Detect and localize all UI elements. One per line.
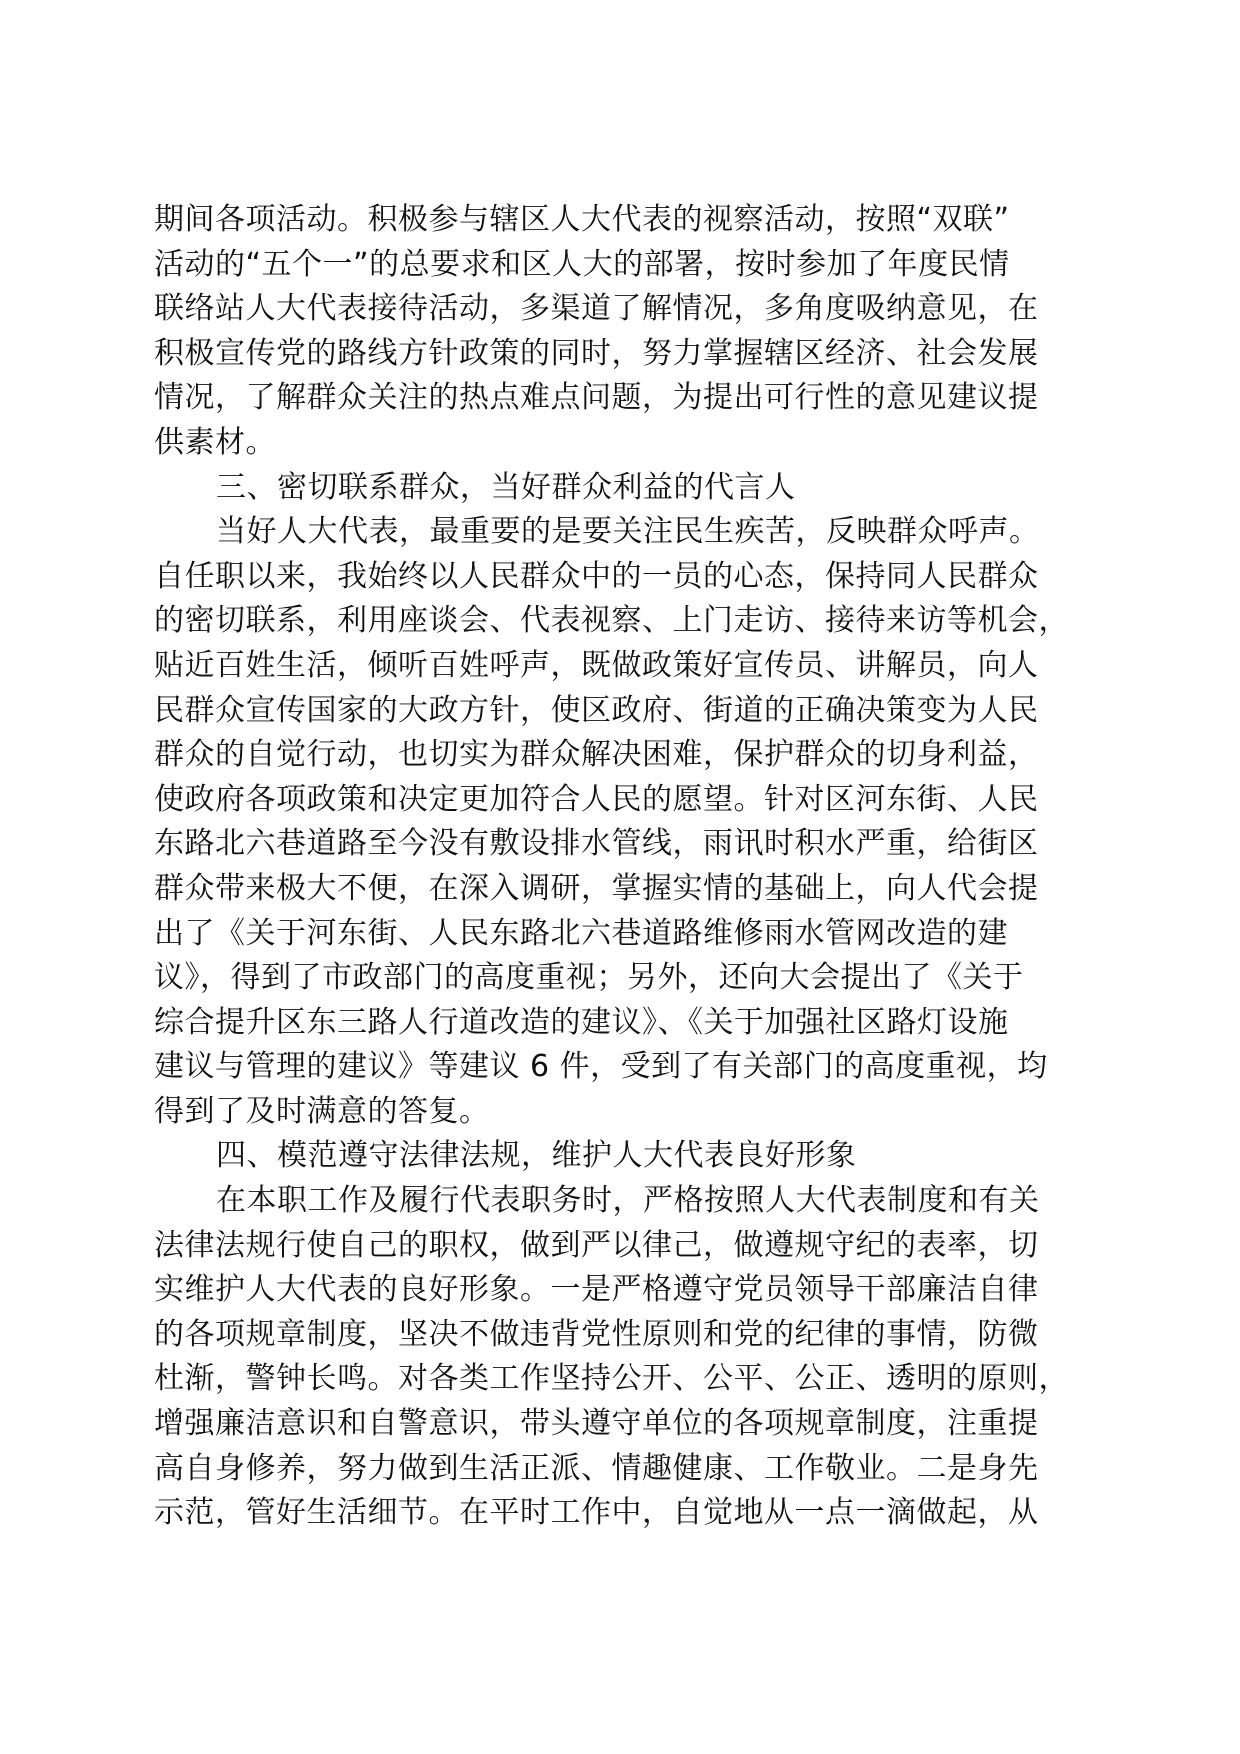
paragraph-first-line: 三、密切联系群众，当好群众利益的代言人 <box>216 469 796 505</box>
text-line: 增强廉洁意识和自警意识，带头遵守单位的各项规章制度，注重提 <box>154 1406 1039 1442</box>
text-line: 自任职以来，我始终以人民群众中的一员的心态，保持同人民群众 <box>154 558 1039 594</box>
text-line: 情况，了解群众关注的热点难点问题，为提出可行性的意见建议提 <box>154 380 1039 416</box>
text-line: 的密切联系，利用座谈会、代表视察、上门走访、接待来访等机会， <box>154 603 1069 639</box>
text-line: 的各项规章制度，坚决不做违背党性原则和党的纪律的事情，防微 <box>154 1316 1039 1352</box>
paragraph-first-line: 当好人大代表，最重要的是要关注民生疾苦，反映群众呼声。 <box>216 514 1040 550</box>
text-line: 得到了及时满意的答复。 <box>154 1093 490 1129</box>
text-line: 民群众宣传国家的大政方针，使区政府、街道的正确决策变为人民 <box>154 692 1039 728</box>
text-line: 议》，得到了市政部门的高度重视；另外，还向大会提出了《关于 <box>154 960 1024 996</box>
text-line: 出了《关于河东街、人民东路北六巷道路维修雨水管网改造的建 <box>154 915 1008 951</box>
text-line: 联络站人大代表接待活动，多渠道了解情况，多角度吸纳意见，在 <box>154 291 1039 327</box>
text-line: 综合提升区东三路人行道改造的建议》、《关于加强社区路灯设施 <box>154 1004 1009 1040</box>
text-line: 建议与管理的建议》等建议 6 件，受到了有关部门的高度重视，均 <box>154 1049 1048 1085</box>
text-line: 积极宣传党的路线方针政策的同时，努力掌握辖区经济、社会发展 <box>154 335 1039 371</box>
text-line: 高自身修养，努力做到生活正派、情趣健康、工作敬业。二是身先 <box>154 1450 1039 1486</box>
text-line: 贴近百姓生活，倾听百姓呼声，既做政策好宣传员、讲解员，向人 <box>154 647 1039 683</box>
document-body <box>154 198 1084 1536</box>
text-line: 群众的自觉行动，也切实为群众解决困难，保护群众的切身利益， <box>154 737 1039 773</box>
text-line: 活动的“五个一”的总要求和区人大的部署，按时参加了年度民情 <box>154 246 1010 282</box>
text-line: 杜渐，警钟长鸣。对各类工作坚持公开、公平、公正、透明的原则， <box>154 1361 1069 1397</box>
text-line: 群众带来极大不便，在深入调研，掌握实情的基础上，向人代会提 <box>154 870 1039 906</box>
text-line: 期间各项活动。积极参与辖区人大代表的视察活动，按照“双联” <box>154 202 1010 237</box>
text-line: 东路北六巷道路至今没有敷设排水管线，雨讯时积水严重，给街区 <box>154 826 1039 862</box>
paragraph-first-line: 在本职工作及履行代表职务时，严格按照人大代表制度和有关 <box>216 1183 1040 1219</box>
text-line: 供素材。 <box>154 424 276 460</box>
text-line: 示范，管好生活细节。在平时工作中，自觉地从一点一滴做起，从 <box>154 1495 1039 1531</box>
text-line: 法律法规行使自己的职权，做到严以律己，做遵规守纪的表率，切 <box>154 1227 1039 1263</box>
text-line: 实维护人大代表的良好形象。一是严格遵守党员领导干部廉洁自律 <box>154 1272 1039 1308</box>
paragraph-first-line: 四、模范遵守法律法规，维护人大代表良好形象 <box>216 1138 857 1174</box>
text-line: 使政府各项政策和决定更加符合人民的愿望。针对区河东街、人民 <box>154 781 1039 817</box>
